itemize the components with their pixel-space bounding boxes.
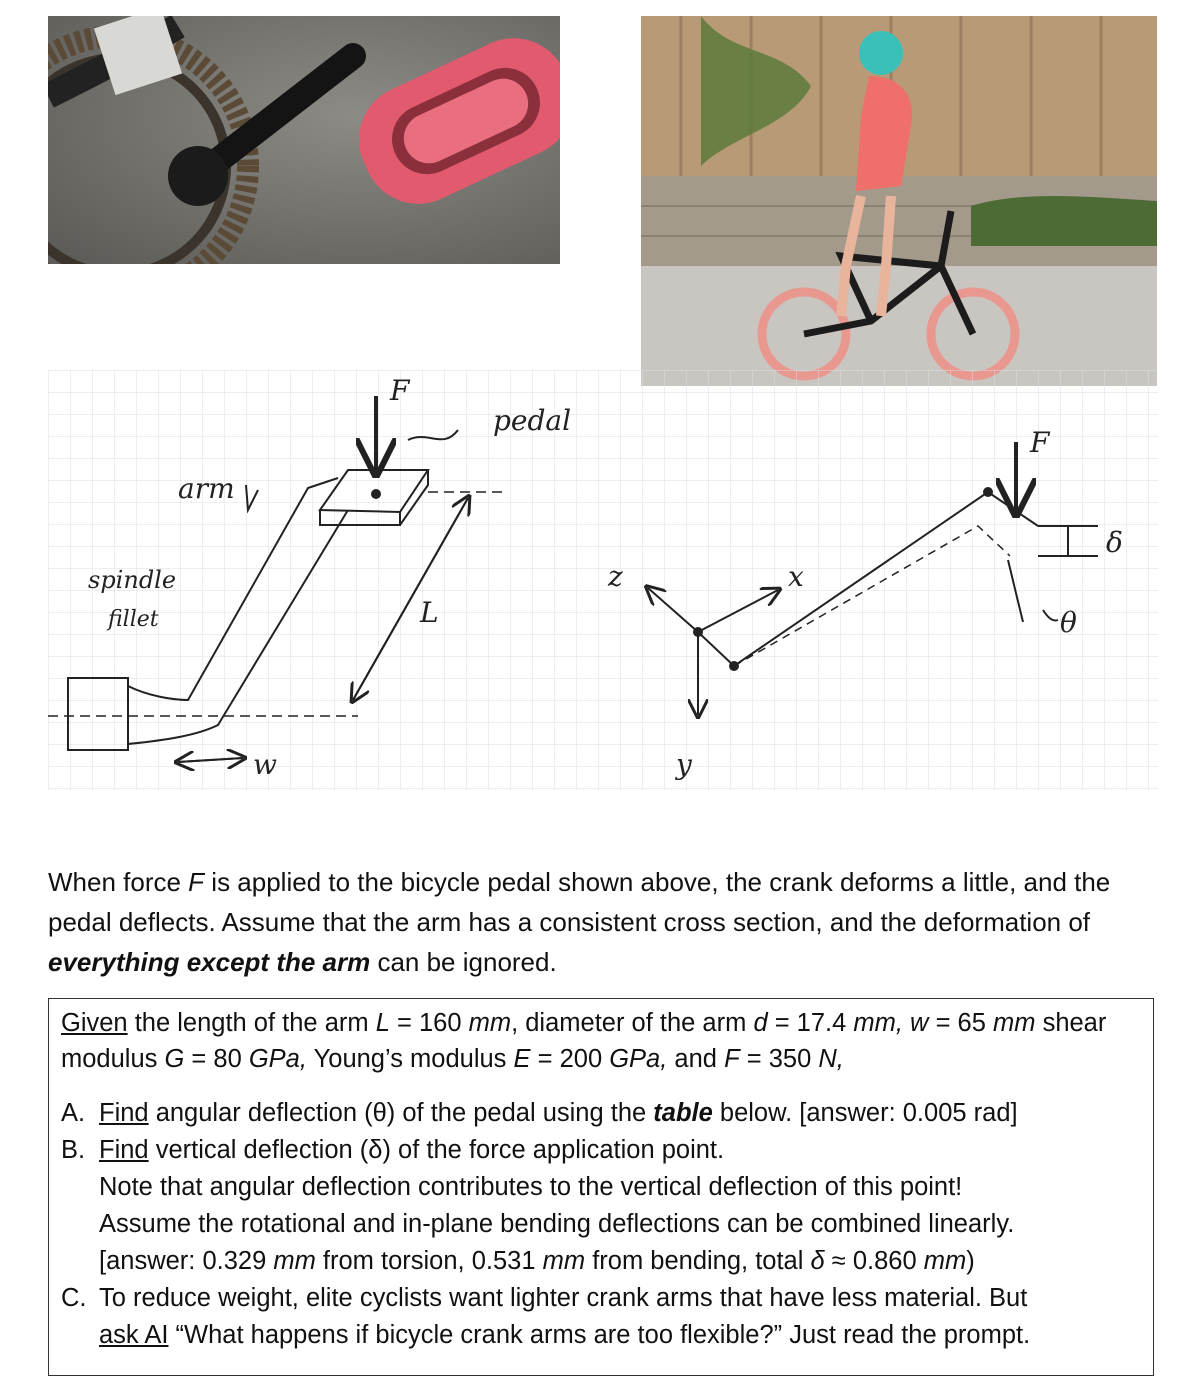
crank-sketch-drawing [48,370,1158,790]
theta-label: θ [1060,606,1077,639]
question-b-letter: B. [61,1136,86,1164]
width-label: w [253,748,277,781]
problem-intro [48,862,1138,982]
crank-sketch [48,370,1158,790]
question-b-note-1: Note that angular deflection contributes to the vertical deflection of this point! [99,1173,963,1201]
question-a-table-emphasis: table [653,1099,713,1127]
pedal-label: pedal [493,404,572,437]
spindle-label: spindle [88,566,177,594]
deflection-force-label: F [1030,426,1050,459]
question-c-continued: ask AI “What happens if bicycle crank arms are too flexible?” Just read the prompt. [99,1321,1031,1349]
pedal-crank-illustration [48,16,560,264]
question-b-answer: [answer: 0.329 mm from torsion, 0.531 mm from bending, total δ ≈ 0.860 mm) [99,1247,975,1275]
question-b-find: Find [99,1136,149,1164]
intro-emphasis: everything except the arm [48,947,371,977]
pavement [641,266,1157,386]
helmet [859,31,903,75]
given-paragraph: Given the length of the arm L = 160 mm, diameter of the arm d = 17.4 mm, w = 65 mm shear modulus G = 80 GPa, Young’s modulus E = 200 GPa, and F = 350 N, [61,1009,1107,1073]
intro-text-1: When force [48,867,189,897]
question-a-find: Find [99,1099,149,1127]
question-c-letter: C. [61,1284,87,1312]
delta-label: δ [1106,526,1123,559]
length-label: L [420,596,439,629]
spindle [168,146,228,206]
pedal-crank-photo [48,16,560,264]
intro-text-3: can be ignored. [370,947,557,977]
intro-text-2: is applied to the bicycle pedal shown above, the crank deforms a little, and the pedal deflects. Assume that the arm has a consistent cross section, and the deformation of [48,867,1111,937]
given-box [48,998,1154,1376]
question-b: B. Find vertical deflection (δ) of the force application point. [61,1132,1141,1169]
child-riding-bike-illustration [641,16,1157,386]
question-c: C. To reduce weight, elite cyclists want lighter crank arms that have less material. But [61,1280,1141,1317]
question-list [61,1095,1141,1354]
question-a-letter: A. [61,1099,86,1127]
ask-ai-link[interactable]: ask AI [99,1321,169,1349]
question-a: A. Find angular deflection (θ) of the pedal using the table below. [answer: 0.005 rad] [61,1095,1141,1132]
x-axis-label: x [788,560,804,593]
arm-label: arm [178,472,235,505]
given-label: Given [61,1009,128,1037]
z-axis-label: z [608,560,623,593]
child-riding-bike-photo [641,16,1157,386]
question-b-note-2: Assume the rotational and in-plane bending deflections can be combined linearly. [99,1210,1015,1238]
intro-force-symbol: F [188,867,205,897]
y-axis-label: y [676,748,692,781]
force-point [372,490,380,498]
fillet-label: fillet [108,607,159,632]
force-label: F [390,374,410,407]
